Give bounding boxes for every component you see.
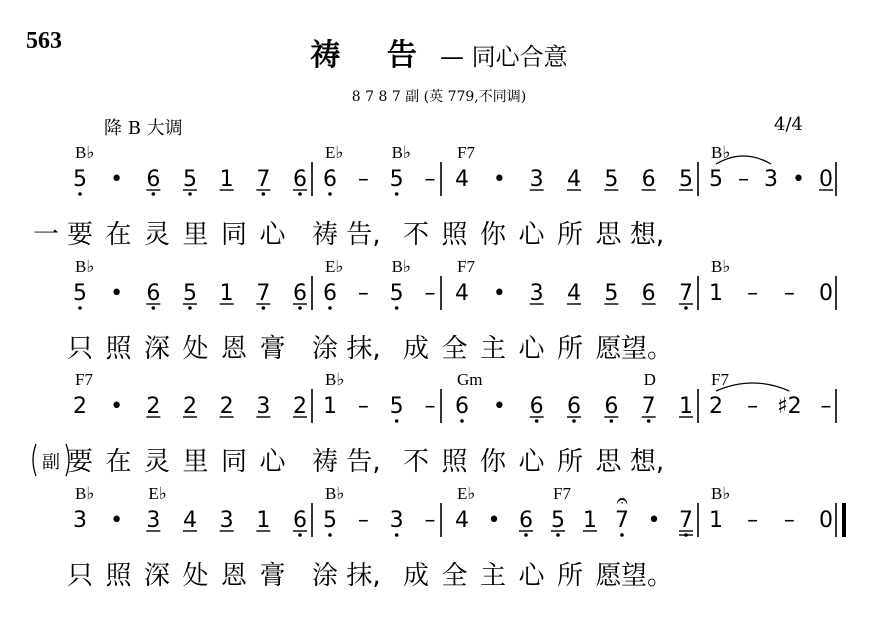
lyric-syllable: 抹, xyxy=(346,561,381,591)
lyric-syllable: 里 xyxy=(182,447,209,477)
chord-symbol: E♭ xyxy=(325,257,344,276)
octave-dot-below xyxy=(262,306,266,310)
note: 0 xyxy=(819,167,833,192)
note: 1 xyxy=(583,508,597,533)
note: 4 xyxy=(567,281,581,306)
lyric-syllable: 愿 xyxy=(595,561,622,591)
note: – xyxy=(424,508,436,533)
note: 1 xyxy=(323,394,337,419)
note: – xyxy=(783,281,795,306)
note: – xyxy=(424,281,436,306)
note: • xyxy=(487,508,501,533)
key-signature: 降 B 大调 xyxy=(104,118,183,139)
note: • xyxy=(492,167,506,192)
note: 6 xyxy=(323,167,337,192)
lyric-syllable: 思 xyxy=(595,220,622,250)
note: – xyxy=(357,167,369,192)
note: 4 xyxy=(455,508,469,533)
lyric-syllable: 膏 xyxy=(259,334,286,364)
note: – xyxy=(747,281,759,306)
lyric-syllable: 愿 xyxy=(595,334,622,364)
chord-symbol: B♭ xyxy=(711,257,731,276)
chord-symbol: E♭ xyxy=(325,143,344,162)
note: 3 xyxy=(529,167,544,192)
note: 3 xyxy=(389,508,404,533)
octave-dot-below xyxy=(328,533,332,537)
octave-dot-below xyxy=(610,419,614,423)
chord-symbol: D xyxy=(643,370,656,389)
lyric-syllable: 望。 xyxy=(620,561,674,591)
note: 1 xyxy=(679,394,693,419)
octave-dot-below xyxy=(556,533,560,537)
note: 6 xyxy=(293,508,307,533)
lyric-syllable: 思 xyxy=(595,447,622,477)
note: 7 xyxy=(641,394,656,419)
octave-dot-below xyxy=(460,419,464,423)
octave-dot-below xyxy=(572,419,576,423)
note: 5 xyxy=(73,281,87,306)
chord-symbol: F7 xyxy=(553,484,571,503)
octave-dot-below xyxy=(620,533,624,537)
lyric-syllable: 你 xyxy=(479,447,507,477)
note: – xyxy=(783,508,795,533)
lyric-syllable: 想, xyxy=(629,447,665,477)
note: 6 xyxy=(293,281,307,306)
lyric-syllable: 祷 xyxy=(311,220,339,250)
note: – xyxy=(738,167,749,192)
note: – xyxy=(747,394,759,419)
lyric-syllable: 全 xyxy=(441,561,468,591)
chord-symbol: Gm xyxy=(457,370,483,389)
note: 6 xyxy=(455,394,469,419)
note: 6 xyxy=(519,508,533,533)
chord-symbol: E♭ xyxy=(148,484,167,503)
note: 3 xyxy=(219,508,234,533)
chord-symbol: B♭ xyxy=(391,143,412,162)
lyric-syllable: 所 xyxy=(556,561,584,591)
note: 3 xyxy=(529,281,544,306)
note: – xyxy=(747,508,759,533)
note: 7 xyxy=(679,508,693,533)
note: • xyxy=(647,508,661,533)
note: 4 xyxy=(455,281,469,306)
octave-dot-below xyxy=(395,306,399,310)
note: 4 xyxy=(183,508,197,533)
note: 6 xyxy=(146,281,161,306)
lyric-syllable: 要 xyxy=(66,220,94,250)
note: 2 xyxy=(293,394,307,419)
chord-symbol: F7 xyxy=(457,257,475,276)
note: 5 xyxy=(183,167,197,192)
lyric-syllable: 所 xyxy=(556,334,584,364)
note: • xyxy=(110,394,124,419)
note: – xyxy=(357,394,369,419)
lyric-syllable: 所 xyxy=(556,220,584,250)
note: 3 xyxy=(73,508,87,533)
octave-dot-below xyxy=(328,192,332,196)
note: 5 xyxy=(389,167,404,192)
chord-symbol: B♭ xyxy=(391,257,412,276)
octave-dot-below xyxy=(152,306,156,310)
note: • xyxy=(110,281,124,306)
note: ♯2 xyxy=(777,394,802,419)
refrain-label: 副 xyxy=(42,452,60,473)
lyric-syllable: 灵 xyxy=(143,447,171,477)
chord-symbol: B♭ xyxy=(325,370,345,389)
chord-symbol: B♭ xyxy=(75,257,95,276)
note: 1 xyxy=(709,281,723,306)
octave-dot-below xyxy=(524,533,528,537)
note: – xyxy=(357,281,369,306)
lyric-syllable: 在 xyxy=(105,447,132,477)
lyric-syllable: 告, xyxy=(346,447,381,477)
note: 6 xyxy=(641,167,656,192)
octave-dot-below xyxy=(647,419,651,423)
lyric-syllable: 想, xyxy=(629,220,665,250)
lyric-syllable: 不 xyxy=(402,447,430,477)
note: 1 xyxy=(256,508,271,533)
note: • xyxy=(492,281,506,306)
note: 0 xyxy=(819,508,833,533)
note: 3 xyxy=(146,508,161,533)
lyric-syllable: 主 xyxy=(479,561,507,591)
note: 2 xyxy=(146,394,161,419)
note: 6 xyxy=(604,394,619,419)
lyric-syllable: 同 xyxy=(220,220,248,250)
lyric-syllable: 照 xyxy=(441,447,468,477)
lyric-syllable: 在 xyxy=(105,220,132,250)
note: 2 xyxy=(73,394,87,419)
lyric-syllable: 里 xyxy=(182,220,209,250)
octave-dot-below xyxy=(328,306,332,310)
lyric-syllable: 恩 xyxy=(220,334,248,364)
chord-symbol: F7 xyxy=(711,370,729,389)
chord-symbol: B♭ xyxy=(325,484,345,503)
note: 5 xyxy=(709,167,723,192)
hymn-subtitle: — 同心合意 xyxy=(439,43,568,71)
lyric-syllable: 照 xyxy=(105,561,132,591)
lyric-syllable: 灵 xyxy=(143,220,171,250)
lyric-syllable: 处 xyxy=(182,561,209,591)
note: 6 xyxy=(146,167,161,192)
lyric-syllable: 不 xyxy=(402,220,430,250)
note: 7 xyxy=(256,167,271,192)
note: 3 xyxy=(764,167,778,192)
octave-dot-below xyxy=(395,192,399,196)
lyric-syllable: 一 xyxy=(32,220,60,250)
note: 6 xyxy=(567,394,581,419)
lyric-syllable: 心 xyxy=(518,561,545,591)
octave-dot-below xyxy=(535,419,539,423)
note: • xyxy=(110,167,124,192)
note: 5 xyxy=(679,167,693,192)
note: 3 xyxy=(256,394,271,419)
note: – xyxy=(424,394,436,419)
note: 5 xyxy=(604,281,619,306)
chord-symbol: F7 xyxy=(75,370,93,389)
octave-dot-below xyxy=(262,192,266,196)
lyric-syllable: 心 xyxy=(518,447,545,477)
note: • xyxy=(792,167,805,192)
note: 5 xyxy=(389,394,404,419)
lyric-syllable: 要 xyxy=(66,447,94,477)
lyric-syllable: 照 xyxy=(441,220,468,250)
octave-dot-below xyxy=(78,192,82,196)
chord-symbol: B♭ xyxy=(711,484,731,503)
chord-symbol: F7 xyxy=(457,143,475,162)
meter-line: 8 7 8 7 副 (英 779,不同调) xyxy=(351,89,527,105)
lyric-syllable: 处 xyxy=(182,334,209,364)
lyric-syllable: 祷 xyxy=(311,447,339,477)
note: 6 xyxy=(529,394,544,419)
lyric-syllable: 成 xyxy=(402,334,430,364)
note: – xyxy=(424,167,436,192)
chord-symbol: B♭ xyxy=(75,143,95,162)
refrain-bracket-left xyxy=(33,444,36,476)
octave-dot-below xyxy=(188,192,192,196)
lyric-syllable: 抹, xyxy=(346,334,381,364)
lyric-syllable: 全 xyxy=(441,334,468,364)
note: 4 xyxy=(455,167,469,192)
octave-dot-below xyxy=(152,192,156,196)
lyric-syllable: 望。 xyxy=(620,334,674,364)
lyric-syllable: 心 xyxy=(518,220,545,250)
note: 7 xyxy=(256,281,271,306)
note: 1 xyxy=(219,167,234,192)
octave-dot-below xyxy=(298,192,302,196)
lyric-syllable: 心 xyxy=(259,447,286,477)
note: 2 xyxy=(183,394,197,419)
note: 5 xyxy=(551,508,565,533)
note: 2 xyxy=(709,394,723,419)
lyric-syllable: 只 xyxy=(66,334,94,364)
note: 5 xyxy=(604,167,619,192)
octave-dot-below xyxy=(78,306,82,310)
note: 7 xyxy=(615,508,629,533)
octave-dot-below xyxy=(395,533,399,537)
note: 6 xyxy=(641,281,656,306)
note: 6 xyxy=(293,167,307,192)
hymn-title: 祷 告 xyxy=(310,38,435,73)
note: 1 xyxy=(219,281,234,306)
note: 0 xyxy=(819,281,833,306)
note: 5 xyxy=(389,281,404,306)
lyric-syllable: 告, xyxy=(346,220,381,250)
note: 5 xyxy=(183,281,197,306)
lyric-syllable: 所 xyxy=(556,447,584,477)
lyric-syllable: 照 xyxy=(105,334,132,364)
lyric-syllable: 恩 xyxy=(220,561,248,591)
octave-dot-below xyxy=(298,306,302,310)
lyric-syllable: 深 xyxy=(143,561,171,591)
note: • xyxy=(492,394,506,419)
note: 5 xyxy=(73,167,87,192)
note: – xyxy=(357,508,369,533)
chord-symbol: B♭ xyxy=(75,484,95,503)
note: 4 xyxy=(567,167,581,192)
note: 6 xyxy=(323,281,337,306)
chord-symbol: B♭ xyxy=(711,143,731,162)
note: – xyxy=(820,394,832,419)
lyric-syllable: 涂 xyxy=(311,561,339,591)
time-signature: 4/4 xyxy=(774,114,803,135)
lyric-syllable: 深 xyxy=(143,334,171,364)
lyric-syllable: 同 xyxy=(220,447,248,477)
hymn-number: 563 xyxy=(26,28,62,54)
octave-dot-below xyxy=(188,306,192,310)
note: 5 xyxy=(323,508,337,533)
note: • xyxy=(110,508,124,533)
lyric-syllable: 心 xyxy=(518,334,545,364)
note: 7 xyxy=(679,281,693,306)
lyric-syllable: 只 xyxy=(66,561,94,591)
lyric-syllable: 膏 xyxy=(259,561,286,591)
note: 2 xyxy=(219,394,234,419)
chord-symbol: E♭ xyxy=(457,484,476,503)
octave-dot-below xyxy=(684,306,688,310)
lyric-syllable: 涂 xyxy=(311,334,339,364)
octave-dot-below xyxy=(395,419,399,423)
lyric-syllable: 主 xyxy=(479,334,507,364)
fermata: 𝄐 xyxy=(616,488,628,512)
lyric-syllable: 你 xyxy=(479,220,507,250)
lyric-syllable: 心 xyxy=(259,220,286,250)
note: 1 xyxy=(709,508,723,533)
octave-dot-below xyxy=(298,533,302,537)
lyric-syllable: 成 xyxy=(402,561,430,591)
